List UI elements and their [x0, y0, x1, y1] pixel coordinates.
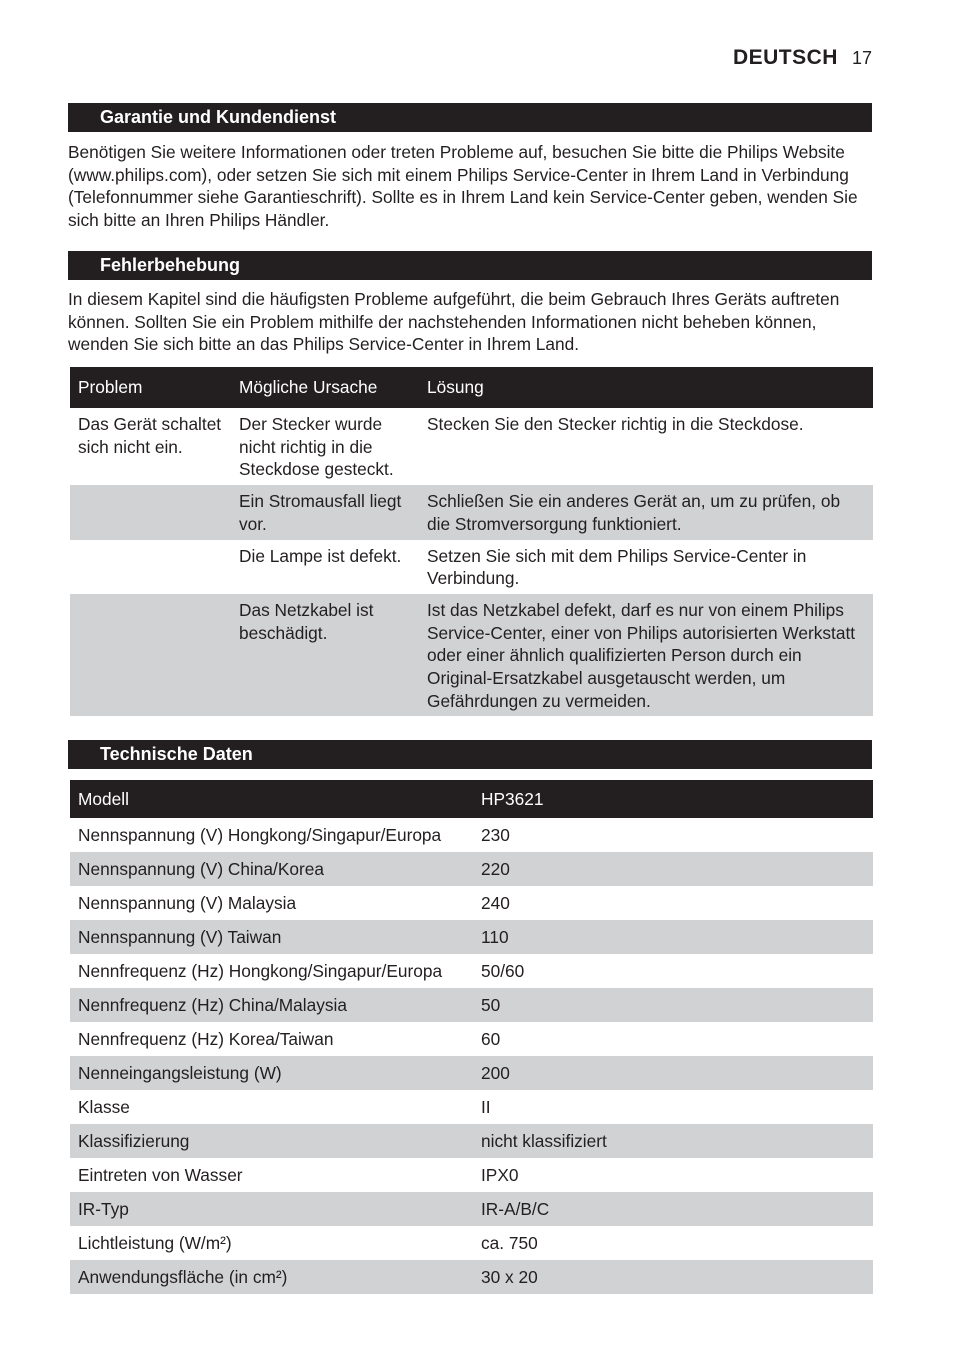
- spec-label: Nennfrequenz (Hz) Korea/Taiwan: [78, 1028, 334, 1049]
- table-row: [70, 540, 873, 594]
- table-row: [70, 1192, 873, 1226]
- table-row: [70, 852, 873, 886]
- column-header: Mögliche Ursache: [231, 367, 419, 408]
- spec-value: 60: [481, 1028, 501, 1049]
- column-header: Lösung: [419, 367, 873, 408]
- spec-label: Eintreten von Wasser: [78, 1164, 243, 1185]
- spec-value: 230: [481, 824, 510, 845]
- warranty-text: Benötigen Sie weitere Informationen oder treten Probleme auf, besuchen Sie bitte die Philips Website (www.philips.com), oder setzen Sie sich mit einem Philips Service-Center in Ihrem Land in Verbindung (Telefonnummer siehe Garantieschrift). Sollte es in Ihrem Land kein Service-Center geben, wenden Sie sich bitte an Ihren Philips Händler.: [68, 142, 858, 231]
- table-row: [70, 1056, 873, 1090]
- spec-value: IPX0: [481, 1164, 519, 1185]
- spec-value: 200: [473, 1056, 873, 1090]
- spec-value: nicht klassifiziert: [473, 1124, 873, 1158]
- table-row: [70, 954, 873, 988]
- table-cell: Schließen Sie ein anderes Gerät an, um zu prüfen, ob die Stromversorgung funktioniert.: [419, 485, 873, 539]
- language-label: DEUTSCH: [732, 46, 838, 69]
- page-number: 17: [851, 48, 872, 68]
- section-title-specs: Technische Daten: [68, 740, 872, 769]
- column-header: HP3621: [473, 780, 873, 818]
- table-cell: Setzen Sie sich mit dem Philips Service-Center in Verbindung.: [427, 545, 807, 589]
- spec-label: Nennfrequenz (Hz) Hongkong/Singapur/Europa: [78, 960, 443, 981]
- spec-label: IR-Typ: [70, 1192, 473, 1226]
- spec-label: Nenneingangsleistung (W): [70, 1056, 473, 1090]
- page-header: [733, 46, 872, 70]
- troubleshooting-table: [70, 367, 873, 716]
- troubleshooting-text: In diesem Kapitel sind die häufigsten Probleme aufgeführt, die beim Gebrauch Ihres Geräts auftreten können. Sollten Sie ein Problem mithilfe der nachstehenden Informationen nicht beheben können, wenden Sie sich bitte an das Philips Service-Center in Ihrem Land.: [68, 289, 840, 355]
- table-cell: Das Gerät schaltet sich nicht ein.: [78, 414, 222, 457]
- spec-value: IR-A/B/C: [473, 1192, 873, 1226]
- spec-value: ca. 750: [481, 1232, 538, 1253]
- table-header-row: [70, 780, 873, 818]
- spec-label: Nennspannung (V) China/Korea: [70, 852, 473, 886]
- spec-value: 220: [473, 852, 873, 886]
- column-header: Problem: [70, 367, 231, 408]
- table-row: [70, 920, 873, 954]
- spec-label: Lichtleistung (W/m²): [78, 1232, 232, 1253]
- table-row: [70, 1124, 873, 1158]
- table-row: [70, 886, 873, 920]
- spec-label: Nennspannung (V) Taiwan: [70, 920, 473, 954]
- table-cell: [70, 540, 231, 594]
- table-row: [70, 594, 873, 717]
- spec-label: Nennfrequenz (Hz) China/Malaysia: [70, 988, 473, 1022]
- spec-value: II: [481, 1096, 491, 1117]
- table-header-row: [70, 367, 873, 408]
- spec-label: Anwendungsfläche (in cm²): [70, 1260, 473, 1294]
- table-row: [70, 818, 873, 852]
- spec-value: 110: [473, 920, 873, 954]
- spec-label: Nennspannung (V) Malaysia: [78, 892, 297, 913]
- table-row: [70, 485, 873, 539]
- table-row: [70, 1022, 873, 1056]
- table-cell: Der Stecker wurde nicht richtig in die Steckdose gesteckt.: [239, 414, 394, 480]
- table-cell: Ein Stromausfall liegt vor.: [231, 485, 419, 539]
- table-row: [70, 988, 873, 1022]
- section-title-warranty: Garantie und Kundendienst: [68, 103, 872, 132]
- specs-table: [70, 780, 873, 1294]
- spec-value: 50/60: [481, 960, 525, 981]
- table-row: [70, 1260, 873, 1294]
- table-cell: Die Lampe ist defekt.: [239, 545, 402, 566]
- spec-label: Nennspannung (V) Hongkong/Singapur/Europa: [78, 824, 442, 845]
- spec-value: 30 x 20: [473, 1260, 873, 1294]
- table-row: [70, 1090, 873, 1124]
- spec-label: Klasse: [78, 1096, 130, 1117]
- spec-value: 50: [473, 988, 873, 1022]
- table-cell: [70, 594, 231, 717]
- table-cell: [70, 485, 231, 539]
- table-row: [70, 1158, 873, 1192]
- spec-value: 240: [481, 892, 510, 913]
- table-row: [70, 408, 873, 485]
- table-cell: Ist das Netzkabel defekt, darf es nur von einem Philips Service-Center, einer von Philips autorisierten Werkstatt oder einer ähnlich qualifizierten Person durch ein Original-Ersatzkabel ausgetauscht werden, um Gefährdungen zu vermeiden.: [419, 594, 873, 717]
- column-header: Modell: [70, 780, 473, 818]
- table-cell: Stecken Sie den Stecker richtig in die Steckdose.: [427, 414, 804, 434]
- spec-label: Klassifizierung: [70, 1124, 473, 1158]
- section-title-troubleshooting: Fehlerbehebung: [68, 251, 872, 280]
- table-row: [70, 1226, 873, 1260]
- table-cell: Das Netzkabel ist beschädigt.: [231, 594, 419, 717]
